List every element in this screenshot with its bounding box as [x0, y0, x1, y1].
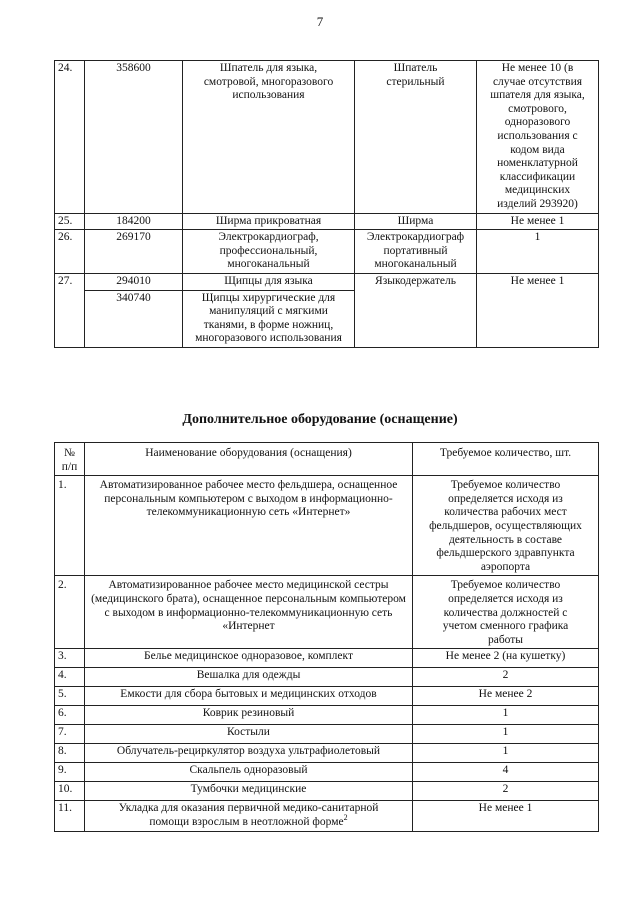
row-number: 25.	[55, 213, 85, 230]
equipment-type: Шпатель стерильный	[355, 61, 477, 214]
nomenclature-name: Щипцы для языка	[183, 273, 355, 290]
table-row	[55, 801, 599, 831]
required-quantity: 2	[413, 668, 599, 687]
nomenclature-name: Шпатель для языка, смотровой, многоразового использования	[183, 61, 355, 214]
table-header-row	[55, 443, 599, 476]
row-number: 7.	[55, 725, 85, 744]
equipment-name-text: Укладка для оказания первичной медико-санитарной помощи взрослым в неотложной форме	[118, 802, 379, 828]
header-row-number	[55, 443, 85, 476]
equipment-name: Тумбочки медицинские	[85, 782, 413, 801]
nomenclature-code: 294010	[85, 273, 183, 290]
required-quantity: Не менее 2 (на кушетку)	[413, 649, 599, 668]
table-row	[55, 476, 599, 576]
table-row	[55, 744, 599, 763]
equipment-type: Электрокардиограф портативный многоканальный	[355, 230, 477, 274]
equipment-name: Емкости для сбора бытовых и медицинских отходов	[85, 687, 413, 706]
required-quantity: 1	[413, 744, 599, 763]
required-quantity: Не менее 10 (в случае отсутствия шпателя для языка, смотрового, одноразового использования с кодом вида номенклатурной классификации медицинских изделий 293920)	[477, 61, 599, 214]
table-row	[55, 706, 599, 725]
page-number: 7	[316, 14, 324, 29]
equipment-type: Ширма	[355, 213, 477, 230]
equipment-name: Автоматизированное рабочее место медицинской сестры (медицинского брата), оснащенное персональным компьютером с выходом в информационно-телекоммуникационную сеть «Интернет	[85, 576, 413, 649]
nomenclature-code: 358600	[85, 61, 183, 214]
header-num-line1: №	[64, 447, 75, 459]
table-row	[55, 61, 599, 214]
nomenclature-name: Щипцы хирургические для манипуляций с мягкими тканями, в форме ножниц, многоразового использования	[183, 290, 355, 347]
nomenclature-code: 184200	[85, 213, 183, 230]
required-quantity: 1	[413, 725, 599, 744]
row-number: 8.	[55, 744, 85, 763]
row-number: 3.	[55, 649, 85, 668]
table-row	[55, 763, 599, 782]
table-row	[55, 649, 599, 668]
row-number: 11.	[55, 801, 85, 831]
additional-equipment-table	[54, 442, 599, 832]
table-row	[55, 576, 599, 649]
header-num-line2: п/п	[61, 460, 78, 473]
required-quantity: Не менее 2	[413, 687, 599, 706]
row-number: 24.	[55, 61, 85, 214]
nomenclature-name: Ширма прикроватная	[183, 213, 355, 230]
table-row	[55, 782, 599, 801]
row-number: 6.	[55, 706, 85, 725]
table-row	[55, 725, 599, 744]
equipment-name: Скальпель одноразовый	[85, 763, 413, 782]
equipment-name	[85, 801, 413, 831]
required-quantity: Не менее 1	[477, 213, 599, 230]
equipment-name: Автоматизированное рабочее место фельдшера, оснащенное персональным компьютером с выходом в информационно-телекоммуникационную сеть «Интернет»	[85, 476, 413, 576]
required-quantity: 2	[413, 782, 599, 801]
required-quantity: 4	[413, 763, 599, 782]
required-quantity: Не менее 1	[477, 273, 599, 347]
table-row	[55, 230, 599, 274]
equipment-name: Облучатель-рециркулятор воздуха ультрафиолетовый	[85, 744, 413, 763]
nomenclature-name: Электрокардиограф, профессиональный, многоканальный	[183, 230, 355, 274]
equipment-name: Костыли	[85, 725, 413, 744]
row-number: 2.	[55, 576, 85, 649]
header-required-quantity: Требуемое количество, шт.	[413, 443, 599, 476]
row-number: 26.	[55, 230, 85, 274]
required-quantity: Требуемое количество определяется исходя из количества рабочих мест фельдшеров, осуществляющих деятельность в составе фельдшерского здравпункта аэропорта	[413, 476, 599, 576]
row-number: 27.	[55, 273, 85, 347]
row-number: 1.	[55, 476, 85, 576]
equipment-name: Белье медицинское одноразовое, комплект	[85, 649, 413, 668]
table-row	[55, 668, 599, 687]
nomenclature-code: 269170	[85, 230, 183, 274]
equipment-table	[54, 60, 599, 348]
row-number: 5.	[55, 687, 85, 706]
equipment-name: Коврик резиновый	[85, 706, 413, 725]
footnote-marker: 2	[343, 813, 348, 823]
section-title: Дополнительное оборудование (оснащение)	[182, 412, 458, 427]
required-quantity: 1	[413, 706, 599, 725]
table-row	[55, 273, 599, 290]
header-equipment-name: Наименование оборудования (оснащения)	[85, 443, 413, 476]
table-row	[55, 687, 599, 706]
equipment-type: Языкодержатель	[355, 273, 477, 347]
row-number: 4.	[55, 668, 85, 687]
table-row	[55, 213, 599, 230]
required-quantity: 1	[477, 230, 599, 274]
nomenclature-code: 340740	[85, 290, 183, 347]
required-quantity: Не менее 1	[413, 801, 599, 831]
required-quantity: Требуемое количество определяется исходя из количества должностей с учетом сменного графика работы	[413, 576, 599, 649]
equipment-name: Вешалка для одежды	[85, 668, 413, 687]
row-number: 9.	[55, 763, 85, 782]
row-number: 10.	[55, 782, 85, 801]
